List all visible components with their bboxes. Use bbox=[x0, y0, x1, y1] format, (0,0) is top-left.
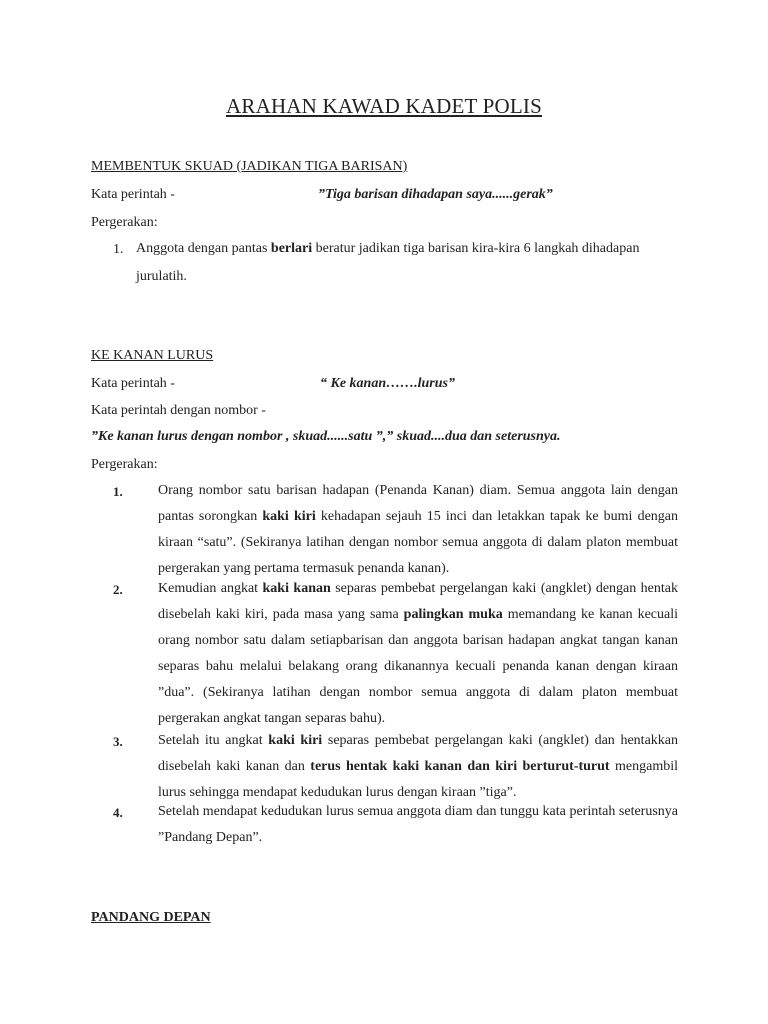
list-item: Orang nombor satu barisan hadapan (Penanda Kanan) diam. Semua anggota lain dengan pantas sorongkan kaki kiri kehadapan sejauh 15 inci dan letakkan tapak ke bumi dengan kiraan “satu”. (Sekiranya latihan dengan nombor semua anggota di dalam platon membuat pergerakan yang pertama termasuk penanda kanan). bbox=[158, 483, 678, 576]
kata-perintah-nombor-label: Kata perintah dengan nombor - bbox=[91, 403, 266, 418]
page-title: ARAHAN KAWAD KADET POLIS bbox=[226, 94, 542, 118]
list-item-number: 4. bbox=[113, 805, 123, 820]
list-item-number: 2. bbox=[113, 582, 123, 597]
kata-perintah-label: Kata perintah - bbox=[91, 187, 175, 202]
section-heading-membentuk-skuad: MEMBENTUK SKUAD (JADIKAN TIGA BARISAN) bbox=[91, 159, 408, 174]
list-item: Kemudian angkat kaki kanan separas pembebat pergelangan kaki (angklet) dengan hentak disebelah kaki kiri, pada masa yang sama palingkan muka memandang ke kanan kecuali orang nombor satu dalam setiapbarisan dan anggota barisan hadapan angkat tangan kanan separas bahu melalui belakang orang dikanannya kecuali penanda kanan dengan kiraan ”dua”. (Sekiranya latihan dengan nombor semua anggota di dalam platon membuat pergerakan angkat tangan separas bahu). bbox=[158, 581, 678, 726]
pergerakan-label: Pergerakan: bbox=[91, 215, 158, 230]
list-item-number: 1. bbox=[113, 242, 124, 257]
list-item-number: 3. bbox=[113, 734, 123, 749]
kata-perintah-command: “ Ke kanan…….lurus” bbox=[320, 376, 455, 391]
section-heading-pandang-depan: PANDANG DEPAN bbox=[91, 910, 211, 925]
kata-perintah-nombor-command: ”Ke kanan lurus dengan nombor , skuad......satu ”,” skuad....dua dan seterusnya. bbox=[91, 429, 561, 444]
pergerakan-label: Pergerakan: bbox=[91, 457, 158, 472]
list-item: Setelah itu angkat kaki kiri separas pembebat pergelangan kaki (angklet) dan hentakkan disebelah kaki kanan dan terus hentak kaki kanan dan kiri berturut-turut mengambil lurus sehingga mendapat kedudukan lurus dengan kiraan ”tiga”. bbox=[158, 733, 678, 800]
kata-perintah-command: ”Tiga barisan dihadapan saya......gerak” bbox=[318, 187, 553, 202]
list-item-number: 1. bbox=[113, 484, 123, 499]
list-item: Setelah mendapat kedudukan lurus semua anggota diam dan tunggu kata perintah seterusnya ”Pandang Depan”. bbox=[158, 804, 678, 845]
list-item: Anggota dengan pantas berlari beratur jadikan tiga barisan kira-kira 6 langkah dihadapan jurulatih. bbox=[136, 241, 640, 284]
kata-perintah-label: Kata perintah - bbox=[91, 376, 175, 391]
section-heading-ke-kanan-lurus: KE KANAN LURUS bbox=[91, 348, 214, 363]
